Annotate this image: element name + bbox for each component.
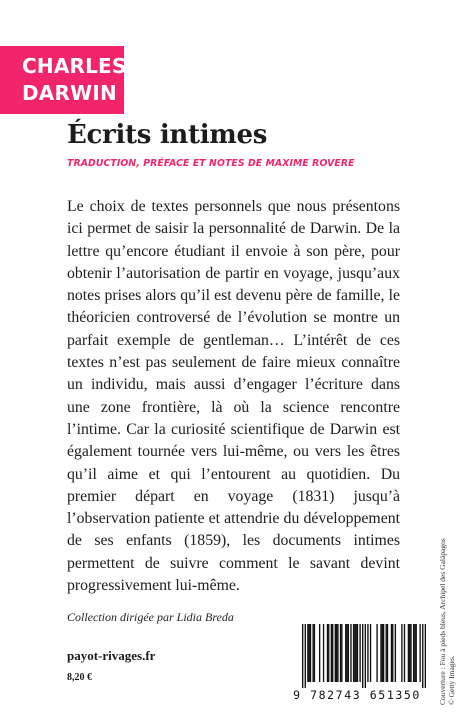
cover-photo-credit	[438, 538, 456, 705]
barcode-bar	[365, 624, 366, 688]
barcode-bar	[331, 624, 332, 682]
barcode-bar	[302, 624, 303, 688]
barcode-bar	[341, 624, 342, 682]
barcode-bar	[404, 624, 405, 682]
barcode-bar	[409, 624, 410, 682]
barcode-bar	[387, 624, 388, 682]
barcode-bar	[413, 624, 414, 682]
barcode-bar	[328, 624, 329, 682]
barcode-bar	[376, 624, 377, 682]
barcode-bar	[319, 624, 320, 682]
barcode-bar	[410, 624, 411, 682]
barcode-bar	[383, 624, 384, 682]
publisher-website: payot-rivages.fr	[67, 648, 156, 663]
barcode-bar	[362, 624, 363, 688]
barcode-bar	[422, 624, 423, 688]
barcode-bar	[416, 624, 417, 682]
price: 8,20 €	[67, 672, 92, 683]
barcode-bar	[314, 624, 315, 682]
author-first-name: CHARLES	[22, 54, 127, 78]
barcode-bar	[392, 624, 393, 682]
barcode-bar	[345, 624, 346, 682]
isbn-barcode	[302, 624, 426, 688]
barcode-bar	[414, 624, 415, 682]
barcode-bar	[380, 624, 381, 682]
book-title: Écrits intimes	[67, 120, 268, 150]
barcode-bar	[337, 624, 338, 682]
barcode-bar	[346, 624, 347, 682]
barcode-bar	[382, 624, 383, 682]
barcode-bar	[336, 624, 337, 682]
collection-editor: Collection dirigée par Lidia Breda	[67, 610, 234, 624]
barcode-bar	[419, 624, 420, 682]
author-last-name: DARWIN	[22, 81, 117, 105]
barcode-bar	[309, 624, 310, 682]
back-cover-blurb: Le choix de textes personnels que nous présentons ici permet de saisir la personnalité de Darwin. De la lettre qu’encore étudiant il envoie à son père, pour obtenir l’autorisation de partir en voyage, jusqu’aux notes prises alors qu’il est devenu père de famille, le théoricien controversé de l’évolution se montre un parfait exemple de gentleman… L’intérêt de ces textes n’est pas seulement de faire mieux connaître un individu, mais aussi d’engager l’écriture dans une zone frontière, là où la science rencontre l’intime. Car la curiosité scientifique de Darwin est également tournée vers lui-même, ou vers les êtres qu’il aime et qui l’entourent au quotidien. Du premier départ en voyage (1831) jusqu’à l’observation patiente et attendrie du développement de ses enfants (1859), les documents intimes permettent de suivre comment le savant devint progressivement lui-même.	[67, 198, 400, 595]
barcode-bar	[359, 624, 360, 682]
barcode-bar	[425, 624, 426, 688]
barcode-bar	[307, 624, 308, 682]
barcode-bar	[401, 624, 402, 682]
barcode-bar	[305, 624, 306, 688]
barcode-bar	[408, 624, 409, 682]
barcode-bar	[367, 624, 368, 682]
barcode-bar	[357, 624, 358, 682]
barcode-bar	[312, 624, 313, 682]
barcode-bar	[356, 624, 357, 682]
barcode-bar	[370, 624, 371, 682]
isbn-digits: 9 782743 651350	[293, 688, 421, 702]
barcode-bar	[353, 624, 354, 682]
barcode-bar	[340, 624, 341, 682]
barcode-bar	[327, 624, 328, 682]
barcode-bar	[386, 624, 387, 682]
barcode-bar	[395, 624, 396, 682]
cover-photo-copyright-line: © Getty Images.	[447, 655, 456, 705]
barcode-bar	[391, 624, 392, 682]
barcode-bar	[310, 624, 311, 682]
translation-credit: TRADUCTION, PRÉFACE ET NOTES DE MAXIME ROVERE	[67, 158, 355, 169]
cover-photo-credit-line: Couverture : Fou à pieds bleus, Archipel des Galápagos	[438, 538, 447, 705]
barcode-bar	[350, 624, 351, 682]
barcode-bar	[332, 624, 333, 682]
barcode-bar	[354, 624, 355, 682]
barcode-bar	[348, 624, 349, 682]
barcode-bar	[323, 624, 324, 682]
barcode-bar	[335, 624, 336, 682]
